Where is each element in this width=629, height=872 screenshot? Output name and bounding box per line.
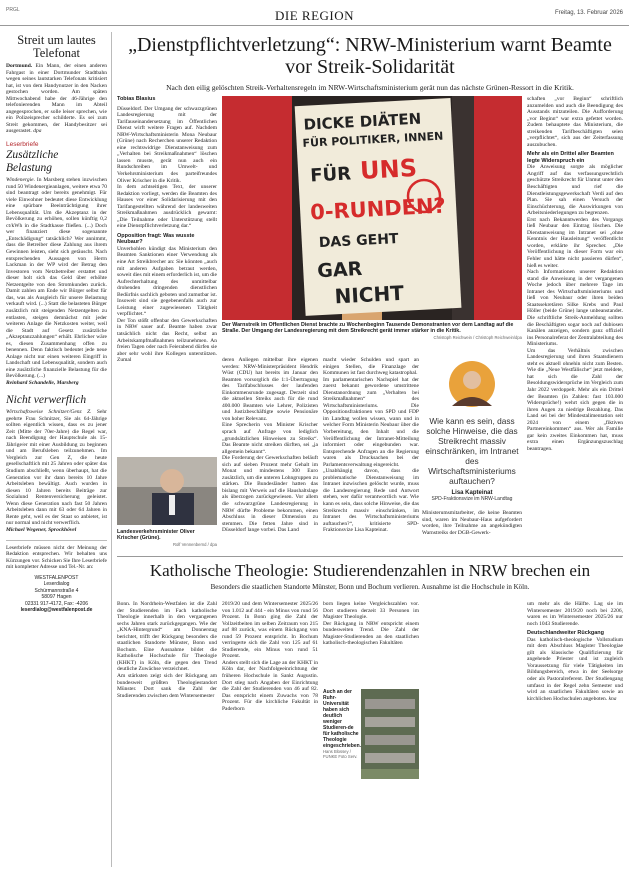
article2-col2 (222, 601, 318, 866)
story3-author: Michael Wegener, Sprockhövel (6, 526, 77, 533)
page-label: PRGL (6, 7, 20, 13)
article1-col2 (222, 357, 318, 551)
krischer-caption: Landesverkehrsminister Oliver Krischer (Grüne). (117, 529, 195, 542)
article2-col4 (527, 601, 623, 866)
story3-title: Nicht verwerflich (6, 393, 87, 406)
article2-col3 (323, 601, 419, 866)
ruhr-uni-caption: Auch an der Ruhr-Universität haben sich deutlich weniger Studieren-de für katholische Theologie eingeschrieben. (323, 689, 362, 749)
issue-date: Freitag, 13. Februar 2026 (554, 10, 623, 16)
kapteinat-quote: Wie kann es sein, dass solche Hinweise, die das Streikrecht massiv einschränken, im Intranet des Wirtschaftsministeriums auftauchen? (425, 416, 519, 486)
ruhr-uni-aerial-photo (361, 689, 419, 779)
krischer-photo (117, 457, 217, 525)
ruhr-uni-credit: Hans Blossey / FUNKE Foto Serv. (323, 749, 358, 759)
article2-headline: Katholische Theologie: Studierendenzahlen in NRW brechen ein (149, 561, 591, 580)
protest-photo-caption-box (222, 322, 522, 352)
story2-body: Windenergie. In Marsberg stehen inzwischen rund 50 Windenergieanlagen, weitere etwa 70 sind beantragt oder bereits genehmigt. Für viele Einwohner bedeutet diese Entwicklung eine spürbare Beeinträchtigung ihrer Lebensqualität. Um die Akzeptanz in der Bevölkerung zu erhöhen, sollen künftig 0,2 ct/kWh in die Stadtkasse fließen. (...) Doch wer finanziert diese sogenannte „Entschädigung“ tatsächlich? Wer annimmt, dass die Betreiber diese Zahlung aus ihrem Gewinnen leisten, sieht sich getäuscht. Nach entsprechenden Aussagen von Herrn Lackman in der WP wird der Betrag den Investoren vom Netzbetreiber erstattet und dieser holt sich das Geld über erhöhte Netzentgelte von den Stromkunden zurück. Damit zahlen am Ende wir Bürger selbst für das, was als Ausgleich für unsere Belastung verkauft wird. (...) Statt die belasteten Bürger zusätzlich mit steigenden Netzentgelten zu entlasten, steigen demnächst mit jeder weiteren Anlage die Netzkosten weiter, weil die Stadt auf Gesetz zusätzliche „Akzeptanzzahlungen“ erhält. Ehrlicher wäre es, diesen Zusammenhang offen zu benennen. Denn faktisch bedeutet jede neue Anlage nicht nur einen weiteren Eingriff in Landschaft und Lebensqualität, sondern auch eine zusätzliche finanzielle Belastung für die Bevölkerung. (...) (6, 177, 107, 380)
article2-col4a-text: um mehr als die Hälfte. Lag sie im Wintersemester 2019/20 noch bei 2206, waren es im Wintersemester 2025/26 nur noch 1043 Studierende. (527, 601, 623, 627)
section-title: DIE REGION (274, 8, 354, 23)
article1-col1b-text: Unverhohlen kündigt das Ministerium den Beamten Sanktionen einer Verwendung als eine Art Streikbrecher an: Sie könnten „auch mit anderen Aufgaben betraut werden, soweit dies mit einem erforderlich ist, um die Aufrechterhaltung des unmittelbar drohenden dringenden dienstlichen Bedürfnis sachlich geboten und zumutbar ist. Insoweit sind sie gegebenenfalls auch zur Leistung einer zugewiesenen Tätigkeit verpflichtet.“ Der Ton stößt offenbar den Gewerkschaften in NRW sauer auf. Beamte haben zwar tatsächlich nicht das Recht, selbst an Arbeitskampfmaßnahmen teilzunehmen. An freien Tagen oder nach Feierabend dürfen sie aber sehr wohl ihre Kollegen unterstützen. Zumal (117, 245, 217, 364)
ruhr-uni-caption-box (323, 689, 362, 759)
article1-col3 (323, 357, 419, 551)
article1-col1-subhead: Opposition fragt: Was wusste Neubaur? (117, 232, 195, 246)
email-link[interactable]: leserdialog@westfalenpost.de (20, 607, 93, 614)
sign-line-6: DAS GEHT (318, 230, 399, 252)
story1-title: Streit um lautes Telefonat (17, 34, 96, 60)
article2-col3-text: born liegen keine Vergleichszahlen vor. Dort studieren derzeit 33 Personen im Magister Theologie. Der Rückgang in NRW entspricht einem bundesweiten Trend. Die Zahl der Magister-Studierenden an den staatlichen katholisch-theologischen Fakultäten (323, 601, 419, 647)
story2-author: Reinhard Schandelle, Marsberg (6, 379, 79, 386)
article1-col4a-text: schaften „vor Beginn“ schriftlich anzumelden und auch die Beendigung des Ausstands mitzuteilen. Die Aufforderung „vor Beginn“ war extra gefettet worden. Zudem behauptete das Ministerium, die streikenden Tarifbeschäftigten seien „verpflichtet“, sich aus der Zeiterfassung auszubuchen. (527, 96, 623, 148)
quote-role: SPD-Fraktionsvize im NRW-Landtag (431, 496, 513, 502)
krischer-credit: Rolf Vennenbernd / dpa (172, 541, 217, 547)
article2-col1 (117, 601, 217, 866)
sign-line-5: 0-RUNDEN? (309, 193, 447, 225)
letters-note: Leserbriefe müssen nicht der Meinung der Redaktion entsprechen. Wir behalten uns Kürzungen vor. Schicken Sie Ihre Leserbriefe mit kompletter Adresse und Tel.-Nr. an: (6, 544, 107, 571)
krischer-photo-box (117, 457, 217, 551)
article2-col4-subhead: Deutschlandweiter Rückgang (527, 630, 605, 637)
divider (6, 540, 107, 541)
article1-col4-subhead: Mehr als ein Drittel aller Beamten legte Widerspruch ein (527, 151, 614, 164)
article1-headline: „Dienstpflichtverletzung“: NRW-Ministerium warnt Beamte vor Streik-Solidarität (128, 34, 612, 78)
ruhr-uni-inset (323, 689, 419, 865)
article2-header (117, 556, 623, 591)
sign-line-8: NICHT (334, 280, 405, 309)
article1-col1-text: Düsseldorf. Der Umgang der schwarzgrünen Landesregierung mit der Tarifauseinandersetzung im Öffentlichen Dienst wirft weitere Fragen auf. Nachdem NRW-Wirtschaftsministerin Mona Neubaur (Grüne) nach Recherchen unserer Redaktion eine rechtswidrige Dienstanweisung zum „Verhalten bei Streikmaßnahmen“ löschen lassen musste, gerät nun auch ein Rundschreiben im Umwelt- und Verkehrsministerium des parteifreundes Oliver Krischer in die Kritik. In dem achtseitigen Text, der unserer Redaktion vorliegt, werden die Beamten des Hauses vor einer Solidarisierung mit den Tarifangestellten während der landesweiten Streikmaßnahmen ausdrücklich gewarnt: „Die Teilnahme oder Unterstützung stellt eine Dienstpflichtverletzung dar.“ (117, 105, 217, 230)
sign-line-7: GAR (316, 257, 363, 283)
article2-col4b-text: Das katholisch-theologische Vollstudium mit dem Abschluss Magister Theologiae gilt als klassische Qualifizierung für angehende Priester und ist zugleich Voraussetzung für viele Tätigkeiten im Bildungsbereich, etwa in der Seelsorge oder als Pastoralreferent. Der Studiengang umfasst in der Regel zehn Semester und wird an staatlichen Fakultäten sowie an kirchlichen Hochschulen angeboten. kna (527, 636, 623, 702)
sign-line-2: FÜR POLITIKER, INNEN (302, 129, 444, 150)
sign-line-4: UNS (359, 153, 418, 185)
article2-subtitle: Besonders die staatlichen Standorte Münster, Bonn und Bochum verlieren. Ausnahme ist die Hochschule in Köln. (210, 583, 530, 591)
left-column (6, 34, 107, 864)
protest-photo-credit: Christoph Reichwein / Christoph Reichwein/dpa (433, 334, 522, 340)
quote-box (422, 360, 522, 550)
story1-body: Dortmund. Ein Mann, der einen anderen Fahrgast in einer Dortmunder Stadtbahn wegen seines lautstarken Telefonats kritisiert hat, ist von dem Handynutzer in den Nacken gestochen worden. Am späten Mittwochabend habe der 46-Jährige den telefonierenden Mann im Abteil angegesprochen, er solle leiser sprechen, wie ein Polizeisprecher schilderte. Es sei zum Streit gekommen, der Handybesitzer sei ausgerastet. dpa (6, 63, 107, 135)
letters-kicker: Leserbriefe (6, 141, 39, 149)
article1-col3-text: macht wieder Schulden und spart an einigen Stellen, die Finanzlage der Kommunen ist fast durchweg katastrophal. Im parlamentarischen Nachspiel hat der zuerst bekannt gewordene umstrittene Dienstanordnung zum „Verhalten bei Streikmaßnahmen“ des Wirtschaftsministeriums. Die Oppositionsfraktionen von SPD und FDP im Landtag wollen wissen, wann und in welcher Form Ministerin Neubaur über die Vorbereitung, den Inhalt und die Veröffentlichung der Intranet-Mitteilung informiert oder eingebunden war. Entsprechende Anfragen an die Regierung waren als Drucksachen bei der Parlamentsverwaltung eingereicht. „Unabhängig davon, dass die problematische Dienstanweisung im Intranet inzwischen gelöscht wurde, muss die Landesregierung Rede und Antwort stehen, wer dafür verantwortlich war. Wie kann es sein, dass solche Hinweise, die das Streikrecht massiv einschränken, im Intranet des Wirtschaftsministeriums auftauchen?“, kritisierte SPD-Fraktionsvize Lisa Kapteinat. (323, 357, 419, 534)
article1-col2-text: deren Anliegen mittelbar ihre eigenen werden: NRW-Ministerpräsident Hendrik Wüst (CDU) hat bereits im Januar den Beamten vorsorglich die 1:1-Übertragung des Tarifabschlusses der laufenden Einkommensrunde zugesagt. Derzeit sind die aktuellen Streiks auch für die rund 400.000 Beamten wie Lehrer, Polizisten und Justizbeschäftigte sowie Pensionäre von hoher Relevanz. Eine Sprecherin von Minister Krischer sprach auf Anfrage von lediglich „grundsätzlichen Hinweisen zu Streiks“. Das Beamte nicht streiken dürften, sei „ja allgemein bekannt“. Die Forderung der Gewerkschaften beläuft sich auf sieben Prozent mehr Gehalt im Monat und mindestens 300 Euro zusätzlich, um die unteren Lohngruppen zu stärken. Die Bundesländer hatten das bislang mit Verweis auf die Haushaltslage als überzogen zurückgewiesen. Vor allem die schwarzgrüne Landesregierung in NRW dürfte Probleme bekommen, einen Abschluss in dieser Dimension zu stemmen. Die fetten Jahre sind in Düsseldorf lange vorbei. Das Land (222, 357, 318, 534)
sign-line-1: DICKE DIÄTEN (303, 109, 422, 134)
article2-col2-text: 2019/20 und dem Wintersemester 2025/26 von 1.012 auf 444 - ein Minus von rund 56 Prozent. In Bonn ging die Zahl der Vollzeitbeiten im selben Zeitraum von 215 auf 88 zurück, was einem Rückgang von rund 59 Prozent entspricht. In Bochum verringerte sich die Zahl von 125 auf 61 Studierende, ein Minus von rund 51 Prozent. Anders stellt sich die Lage an der KHKT in Köln dar, der Nachfolgeeinrichtung der früheren Hochschule in Sankt Augustin. Dort stieg nach Angaben der Einrichtung die Zahl der Studierenden von 46 auf 82. Das entspricht einem Zuwachs von 78 Prozent. Für die kirchliche Fakultät in Paderborn (222, 601, 318, 712)
page-header (0, 0, 629, 26)
quote-name: Lisa Kapteinat (451, 490, 493, 496)
article1-col4 (527, 96, 623, 551)
column-rule (111, 32, 112, 867)
story2-title: Zusätzliche Belastung (6, 149, 59, 174)
quote-after-text: Ministerumsmitarbeiter, die keine Beamten sind, waren im Neubaur-Haus aufgefordert worden, ihre Teilnahme an angekündigten Warnstreiks der DGB-Gewerk- (422, 510, 522, 536)
protest-photo-caption: Der Warnstreik im Öffentlichen Dienst brachte zu Wochenbeginn Tausende Demonstranten vor dem Landtag auf die Straße. Der Umgang der Landesregierung mit dem Streikrecht gerät immer stärker in die Kritik. (222, 322, 514, 335)
sign-line-3: FÜR (309, 163, 352, 187)
article1-subtitle: Nach den eilig gelöschten Streik-Verhaltensregeln im NRW-Wirtschaftsministerium gerät nun das nächste Grünen-Ressort in die Kritik. (166, 83, 574, 92)
article1-author: Tobias Blasius (117, 96, 156, 102)
story3-body: Wirtschaftsweise Schnitzer/Genz Z. Sehr geehrte Frau Schnitzer, Sie als 64-Jährige sollten eigentlich wissen, dass es zu jener Zeit (Mitte der 70er-Jahre) die Regel war, nach Beendigung der Hauptschule als 15-Jährige/er mit einer Ausbildung zu beginnen und am Berufsleben teilzunehmen. Im Vergleich zur Gen Z, die heute gesellschaftlich mit 25 Jahren oder später das Studium abschließt, wenn überhaupt, hat die Generation vor ihr dann bereits 10 Jahre Arbeitsleben bewältigt. Auch wurden in diesen 10 Jahren bereits Beiträge zur Sozialund Rentenversicherung geleistet. Wenn diese Generation nach fast 50 Jahren Arbeitsleben dann mit 63 oder 64 Jahren in Rente geht, weil es der Staat so anbietet, ist nur normal und nicht verwerflich. (6, 409, 107, 527)
article1-col4b-text: Die Anweisung sorgte als möglicher Angriff auf das verfassungsrechtlich geschützte Streikrecht für Unmut unter den Beschäftigten und rief die Dienstleistungsgewerkschaft Verdi auf den Plan. Sie sah einen Versuch der Einschüchterung, die Auswirkungen von Arbeitsniederlegungen zu begrenzen. Erst nach Bekanntwerden des Vorgangs ließ Neubaur den Eintrag löschen. Die Dienstanweisung im Intranet sei „ohne Kenntnis der Hausleitung“ veröffentlicht worden, erklärte ihr Sprecher. „Die Veröffentlichung in dieser Form war ein Fehler und hätte nicht passieren dürfen“, hieß es weiter. Nach Informationen unserer Redaktion stand die Anweisung in der vergangenen Woche jedoch über mehrere Tage im Intranet des Wirtschaftsministeriums und ließ von Neubaur oder ihren beiden Staatssekretären Silke Krebs und Paul Höller (beide Grüne) lange unbeanstandet. Die schriftliche Streik-Anmeldung sollten die Beschäftigten sogar noch auf dubiosen Kanälen anzeigen, sondern ganz offiziell ins Personalreferat der Zentralabteilung des Ministeriums. Um das Verhältnis zwischen Landesregierung und ihren Staatsdienern steht es aktuell ohnehin nicht zum Besten. Wie die „Neue Westfälische“ jetzt meldete, hat sich die Zahl der Besoldungswidersprüche im Vergleich zum Jahr 2022 verdoppelt. Mehr als ein Drittel der Beamten (in Zahlen: fast 103.000 Widersprüche!) wehrt sich gegen die in ihren Augen zu niedrige Bezahlung. Das Land sei bei der Mindestalimentation seit 2024 von einem „fiktiven Partnereinkommen“ aus. Wer als Familie gar kein zweites Einkommen hat, muss extra einen Ergänzungszuschlag beantragen. (527, 164, 623, 452)
article1-header (117, 34, 623, 92)
article2-col1-text: Bonn. In Nordrhein-Westfalen ist die Zahl der Studierenden im Fach katholische Theologie innerhalb in den vergangenen sechs Jahren stark zurückgegangen. Wie der „KNA-Hintergrund“ am Donnerstag berichtet, trifft der Rückgang besonders die staatlichen Standorte Münster, Bonn und Bochum. Eine Ausnahme bildet die Katholische Hochschule für Theologie (KHKT) in Köln, die gegen den Trend deutliche Zuwächse verzeichnet. Am stärksten zeigt sich der Rückgang am bundesweit größten Theologiestandort Münster. Dort sank die Zahl der Studierenden zwischen dem Wintersemester (117, 601, 217, 699)
protest-photo (222, 96, 522, 320)
editorial-address: WESTFALENPOST Leserdialog Schürmannstraße 4 58097 Hagen 02331 917-4172, Fax: -4206 leserdialog@westfalenpost.de (6, 575, 107, 614)
kapteinat-portrait (422, 360, 522, 408)
